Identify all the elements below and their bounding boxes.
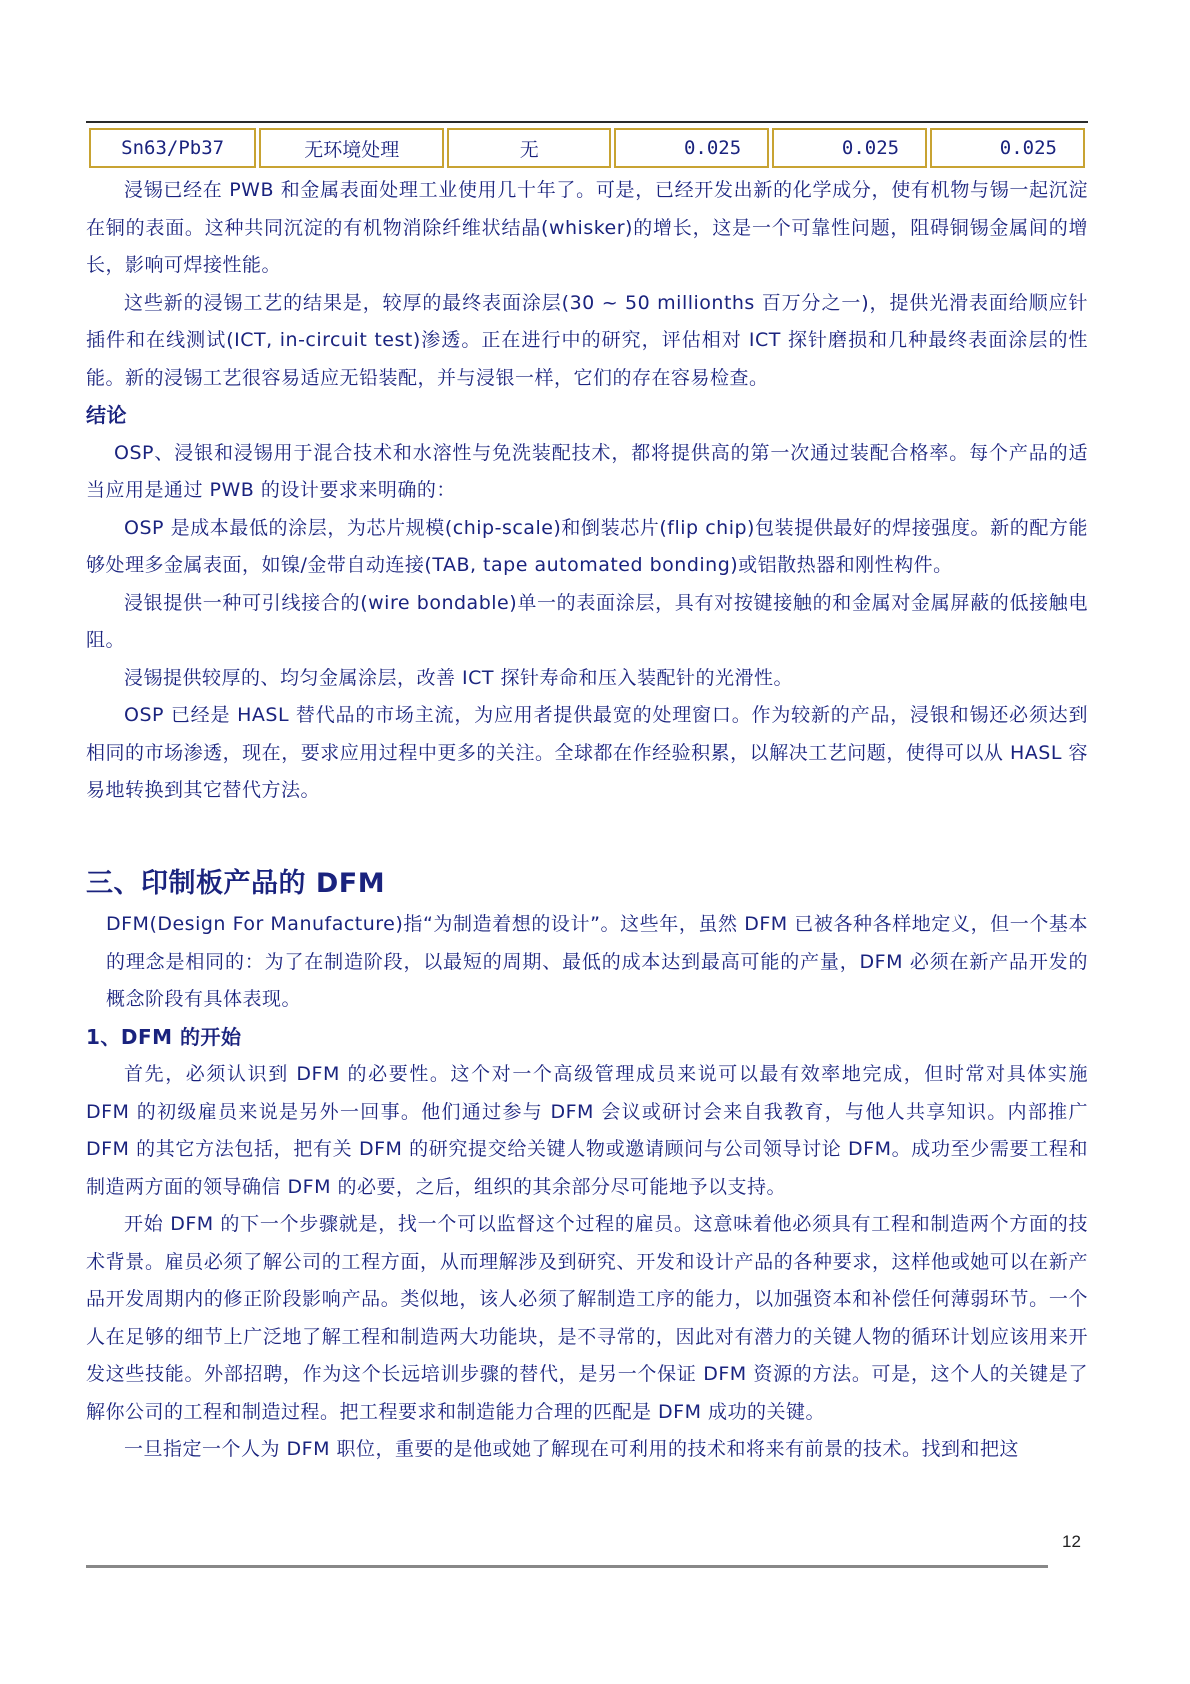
dfm-paragraph-1: 首先，必须认识到 DFM 的必要性。这个对一个高级管理成员来说可以最有效率地完成，但时常对具体实施 DFM 的初级雇员来说是另外一回事。他们通过参与 DFM 会议或研讨会来自我教育，与他人共享知识。内部推广 DFM 的其它方法包括，把有关 DFM 的研究提交给关键人物或邀请顾问与公司领导讨论 DFM。成功至少需要工程和制造两方面的领导确信 DFM 的必要，之后，组织的其余部分尽可能地予以支持。 xyxy=(86,1063,1088,1198)
page-number: 12 xyxy=(1062,1532,1081,1551)
table-row xyxy=(89,128,1085,168)
table-cell-value-3: 0.025 xyxy=(772,128,927,168)
conclusion-paragraph-osp: OSP 是成本最低的涂层，为芯片规模(chip-scale)和倒装芯片(flip chip)包装提供最好的焊接强度。新的配方能够处理多金属表面，如镍/金带自动连接(TAB, tape automated bonding)或铝散热器和刚性构件。 xyxy=(86,516,1088,576)
conclusion-paragraph-silver: 浸银提供一种可引线接合的(wire bondable)单一的表面涂层，具有对按键接触的和金属对金属屏蔽的低接触电阻。 xyxy=(86,591,1088,651)
table-cell-value-4: 0.025 xyxy=(930,128,1085,168)
table-cell-alloy: Sn63/Pb37 xyxy=(89,128,256,168)
body-top xyxy=(86,172,1088,810)
paragraph-tin-results: 这些新的浸锡工艺的结果是，较厚的最终表面涂层(30 ~ 50 millionths 百万分之一)，提供光滑表面给顺应针插件和在线测试(ICT, in-circuit test)渗透。正在进行中的研究，评估相对 ICT 探针磨损和几种最终表面涂层的性能。新的浸锡工艺很容易适应无铅装配，并与浸银一样，它们的存在容易检查。 xyxy=(86,291,1088,389)
table-cell-treatment: 无环境处理 xyxy=(259,128,444,168)
section-3-intro: DFM(Design For Manufacture)指“为制造着想的设计”。这些年，虽然 DFM 已被各种各样地定义，但一个基本的理念是相同的：为了在制造阶段，以最短的周期、最低的成本达到最高可能的产量，DFM 必须在新产品开发的概念阶段有具体表现。 xyxy=(106,913,1088,1010)
section-3 xyxy=(86,862,1088,1469)
top-rule xyxy=(86,121,1088,123)
paragraph-immersion-tin: 浸锡已经在 PWB 和金属表面处理工业使用几十年了。可是，已经开发出新的化学成分，使有机物与锡一起沉淀在铜的表面。这种共同沉淀的有机物消除纤维状结晶(whisker)的增长，这是一个可靠性问题，阻碍铜锡金属间的增长，影响可焊接性能。 xyxy=(86,179,1088,276)
footer-rule xyxy=(86,1565,1048,1568)
dfm-paragraph-2: 开始 DFM 的下一个步骤就是，找一个可以监督这个过程的雇员。这意味着他必须具有工程和制造两个方面的技术背景。雇员必须了解公司的工程方面，从而理解涉及到研究、开发和设计产品的各种要求，这样他或她可以在新产品开发周期内的修正阶段影响产品。类似地，该人必须了解制造工序的能力，以加强资本和补偿任何薄弱环节。一个人在足够的细节上广泛地了解工程和制造两大功能块，是不寻常的，因此对有潜力的关键人物的循环计划应该用来开发这些技能。外部招聘，作为这个长远培训步骤的替代，是另一个保证 DFM 资源的方法。可是，这个人的关键是了解你公司的工程和制造过程。把工程要求和制造能力合理的匹配是 DFM 成功的关键。 xyxy=(86,1213,1088,1423)
dfm-paragraph-3: 一旦指定一个人为 DFM 职位，重要的是他或她了解现在可利用的技术和将来有前景的技术。找到和把这 xyxy=(124,1438,1020,1460)
conclusion-heading: 结论 xyxy=(86,403,127,427)
data-table xyxy=(86,125,1088,171)
table-cell-value-1: 无 xyxy=(447,128,611,168)
dfm-start-heading: 1、DFM 的开始 xyxy=(86,1024,242,1049)
section-3-heading: 三、印制板产品的 DFM xyxy=(86,868,386,899)
conclusion-paragraph-market: OSP 已经是 HASL 替代品的市场主流，为应用者提供最宽的处理窗口。作为较新的产品，浸银和锡还必须达到相同的市场渗透，现在，要求应用过程中更多的关注。全球都在作经验积累，以解决工艺问题，使得可以从 HASL 容易地转换到其它替代方法。 xyxy=(86,704,1088,801)
conclusion-paragraph-tin: 浸锡提供较厚的、均匀金属涂层，改善 ICT 探针寿命和压入装配针的光滑性。 xyxy=(124,666,794,689)
table-cell-value-2: 0.025 xyxy=(614,128,769,168)
conclusion-paragraph-1: OSP、浸银和浸锡用于混合技术和水溶性与免洗装配技术，都将提供高的第一次通过装配合格率。每个产品的适当应用是通过 PWB 的设计要求来明确的： xyxy=(86,441,1088,501)
